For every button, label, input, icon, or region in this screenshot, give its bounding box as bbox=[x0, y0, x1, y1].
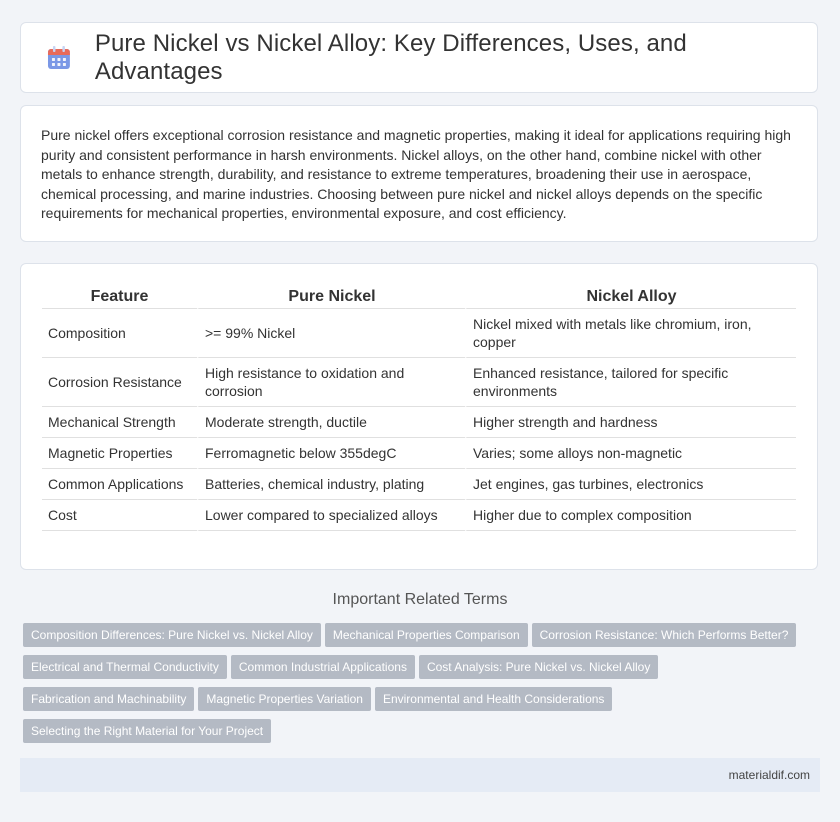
related-term-tag[interactable]: Mechanical Properties Comparison bbox=[325, 623, 528, 647]
table-row bbox=[42, 309, 796, 358]
page-title: Pure Nickel vs Nickel Alloy: Key Differences, Uses, and Advantages bbox=[94, 29, 687, 85]
feature-cell: Magnetic Properties bbox=[42, 438, 197, 469]
pure-nickel-cell: High resistance to oxidation and corrosion bbox=[197, 358, 465, 407]
table-header-row bbox=[42, 282, 796, 309]
related-terms-title: Important Related Terms bbox=[332, 591, 508, 608]
pure-nickel-cell: Lower compared to specialized alloys bbox=[197, 500, 465, 531]
related-term-tag[interactable]: Corrosion Resistance: Which Performs Better? bbox=[532, 623, 797, 647]
related-term-tag[interactable]: Electrical and Thermal Conductivity bbox=[23, 655, 227, 679]
header-nickel-alloy: Nickel Alloy bbox=[465, 282, 796, 309]
related-term-tag[interactable]: Magnetic Properties Variation bbox=[198, 687, 371, 711]
table-row bbox=[42, 438, 796, 469]
related-term-tag[interactable]: Selecting the Right Material for Your Project bbox=[23, 719, 271, 743]
footer-site-link[interactable]: materialdif.com bbox=[728, 768, 810, 782]
feature-cell: Common Applications bbox=[42, 469, 197, 500]
pure-nickel-cell: >= 99% Nickel bbox=[197, 309, 465, 358]
table-row bbox=[42, 500, 796, 531]
nickel-alloy-cell: Enhanced resistance, tailored for specific environments bbox=[465, 358, 796, 407]
nickel-alloy-cell: Nickel mixed with metals like chromium, iron, copper bbox=[465, 309, 796, 358]
pure-nickel-cell: Batteries, chemical industry, plating bbox=[197, 469, 465, 500]
related-term-tag[interactable]: Environmental and Health Considerations bbox=[375, 687, 612, 711]
related-term-tag[interactable]: Common Industrial Applications bbox=[231, 655, 415, 679]
related-term-tag[interactable]: Fabrication and Machinability bbox=[23, 687, 194, 711]
table-row bbox=[42, 358, 796, 407]
intro-paragraph: Pure nickel offers exceptional corrosion resistance and magnetic properties, making it ideal for applications requiring high purity and consistent performance in harsh environments. Nickel alloys, on the other hand, combine nickel with other metals to enhance strength, durability, and resistance to extreme temperatures, broadening their use in aerospace, chemical processing, and marine industries. Choosing between pure nickel and nickel alloys depends on the specific requirements for mechanical properties, environmental exposure, and cost efficiency. bbox=[41, 127, 791, 222]
nickel-alloy-cell: Varies; some alloys non-magnetic bbox=[465, 438, 796, 469]
intro-card bbox=[20, 105, 818, 242]
pure-nickel-cell: Moderate strength, ductile bbox=[197, 407, 465, 438]
header-feature: Feature bbox=[42, 282, 197, 309]
related-terms-list bbox=[23, 623, 823, 751]
nickel-alloy-cell: Higher due to complex composition bbox=[465, 500, 796, 531]
footer bbox=[20, 758, 820, 792]
page-header bbox=[20, 22, 818, 93]
calendar-icon bbox=[45, 44, 73, 72]
comparison-table bbox=[42, 282, 796, 531]
related-term-tag[interactable]: Composition Differences: Pure Nickel vs. Nickel Alloy bbox=[23, 623, 321, 647]
table-row bbox=[42, 469, 796, 500]
header-pure-nickel: Pure Nickel bbox=[197, 282, 465, 309]
nickel-alloy-cell: Jet engines, gas turbines, electronics bbox=[465, 469, 796, 500]
feature-cell: Corrosion Resistance bbox=[42, 358, 197, 407]
related-term-tag[interactable]: Cost Analysis: Pure Nickel vs. Nickel Alloy bbox=[419, 655, 658, 679]
feature-cell: Composition bbox=[42, 309, 197, 358]
feature-cell: Mechanical Strength bbox=[42, 407, 197, 438]
feature-cell: Cost bbox=[42, 500, 197, 531]
nickel-alloy-cell: Higher strength and hardness bbox=[465, 407, 796, 438]
table-row bbox=[42, 407, 796, 438]
pure-nickel-cell: Ferromagnetic below 355degC bbox=[197, 438, 465, 469]
comparison-card bbox=[20, 263, 818, 570]
